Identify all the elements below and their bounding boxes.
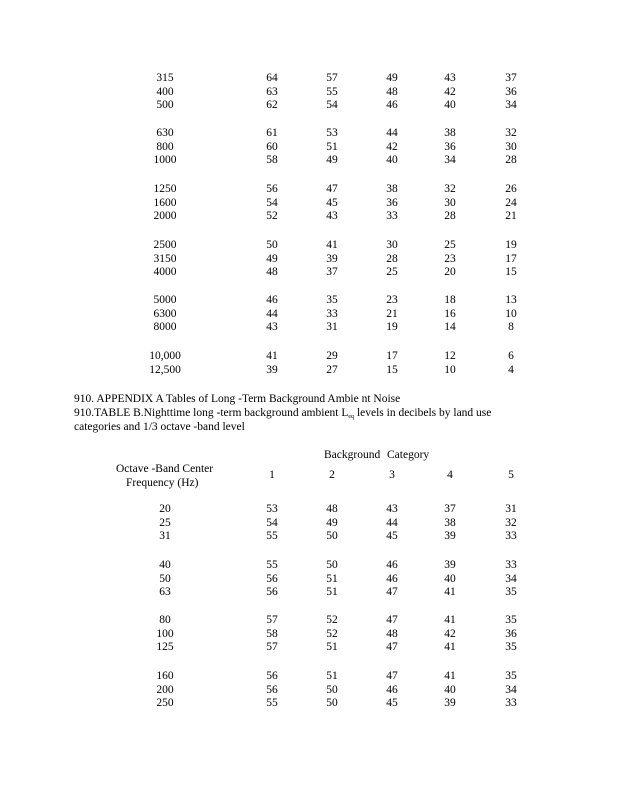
- table-row: [0, 294, 618, 308]
- level-cell: 34: [444, 154, 456, 167]
- level-cell: 10: [444, 363, 456, 376]
- level-cell: 40: [386, 154, 398, 167]
- level-cell: 49: [386, 72, 398, 84]
- table-row: [0, 697, 618, 711]
- leq-subscript: eq: [348, 414, 355, 420]
- level-cell: 54: [266, 196, 278, 209]
- level-cell: 8: [508, 321, 514, 334]
- level-cell: 23: [444, 252, 456, 265]
- level-cell: 57: [266, 641, 278, 654]
- table-row: [0, 127, 618, 141]
- level-cell: 30: [505, 140, 517, 153]
- row-group: [0, 183, 618, 224]
- frequency-cell: 200: [156, 683, 174, 696]
- level-cell: 30: [386, 239, 398, 251]
- level-cell: 50: [326, 683, 338, 696]
- level-cell: 45: [386, 530, 398, 543]
- table-row: [0, 573, 618, 587]
- frequency-cell: 40: [159, 559, 171, 571]
- level-cell: 37: [444, 503, 456, 515]
- level-cell: 34: [505, 572, 517, 585]
- background-header: Background: [324, 449, 381, 461]
- table-row: [0, 321, 618, 335]
- table-row: [0, 183, 618, 197]
- category-col-1: 1: [269, 469, 275, 481]
- level-cell: 25: [444, 239, 456, 251]
- table-row: [0, 530, 618, 544]
- category-col-5: 5: [508, 469, 514, 481]
- level-cell: 50: [326, 530, 338, 543]
- frequency-cell: 800: [156, 140, 174, 153]
- frequency-cell: 2500: [153, 239, 177, 251]
- table-row: [0, 308, 618, 322]
- level-cell: 57: [266, 614, 278, 626]
- level-cell: 16: [444, 307, 456, 320]
- level-cell: 56: [266, 572, 278, 585]
- level-cell: 36: [505, 85, 517, 98]
- level-cell: 55: [326, 85, 338, 98]
- frequency-cell: 4000: [153, 266, 177, 279]
- level-cell: 52: [326, 627, 338, 640]
- level-cell: 32: [505, 516, 517, 529]
- level-cell: 35: [326, 294, 338, 306]
- level-cell: 10: [505, 307, 517, 320]
- level-cell: 57: [326, 72, 338, 84]
- level-cell: 31: [505, 503, 517, 515]
- table-row: [0, 86, 618, 100]
- table-row: [0, 197, 618, 211]
- level-cell: 34: [505, 683, 517, 696]
- table-b-title-part1: 910.TABLE B.Nighttime long -term background ambient L: [74, 407, 349, 419]
- level-cell: 23: [386, 294, 398, 306]
- level-cell: 35: [505, 670, 517, 682]
- level-cell: 48: [326, 503, 338, 515]
- level-cell: 13: [505, 294, 517, 306]
- level-cell: 46: [386, 572, 398, 585]
- level-cell: 45: [326, 196, 338, 209]
- level-cell: 44: [386, 516, 398, 529]
- level-cell: 44: [266, 307, 278, 320]
- row-group: [0, 614, 618, 655]
- level-cell: 18: [444, 294, 456, 306]
- table-b-subtitle: categories and 1/3 octave -band level: [74, 421, 245, 433]
- level-cell: 15: [505, 266, 517, 279]
- level-cell: 48: [386, 85, 398, 98]
- table-row: [0, 517, 618, 531]
- level-cell: 43: [266, 321, 278, 334]
- level-cell: 33: [505, 559, 517, 571]
- frequency-cell: 10,000: [149, 350, 181, 362]
- level-cell: 42: [444, 85, 456, 98]
- level-cell: 48: [266, 266, 278, 279]
- level-cell: 56: [266, 586, 278, 599]
- level-cell: 45: [386, 697, 398, 710]
- level-cell: 43: [386, 503, 398, 515]
- level-cell: 12: [444, 350, 456, 362]
- level-cell: 47: [386, 586, 398, 599]
- frequency-cell: 31: [159, 530, 171, 543]
- level-cell: 60: [266, 140, 278, 153]
- level-cell: 47: [326, 183, 338, 195]
- level-cell: 55: [266, 559, 278, 571]
- level-cell: 47: [386, 670, 398, 682]
- level-cell: 41: [326, 239, 338, 251]
- table-row: [0, 641, 618, 655]
- row-group: [0, 294, 618, 335]
- level-cell: 36: [444, 140, 456, 153]
- level-cell: 21: [505, 210, 517, 223]
- level-cell: 39: [326, 252, 338, 265]
- level-cell: 32: [505, 127, 517, 139]
- frequency-cell: 25: [159, 516, 171, 529]
- level-cell: 61: [266, 127, 278, 139]
- row-group: [0, 127, 618, 168]
- level-cell: 29: [326, 350, 338, 362]
- level-cell: 46: [386, 559, 398, 571]
- level-cell: 43: [444, 72, 456, 84]
- table-row: [0, 154, 618, 168]
- level-cell: 53: [266, 503, 278, 515]
- level-cell: 35: [505, 614, 517, 626]
- row-group: [0, 239, 618, 280]
- level-cell: 27: [326, 363, 338, 376]
- level-cell: 56: [266, 183, 278, 195]
- level-cell: 41: [444, 670, 456, 682]
- level-cell: 41: [444, 614, 456, 626]
- category-header: Category: [387, 449, 430, 461]
- level-cell: 33: [505, 530, 517, 543]
- level-cell: 35: [505, 586, 517, 599]
- level-cell: 44: [386, 127, 398, 139]
- level-cell: 58: [266, 627, 278, 640]
- level-cell: 62: [266, 99, 278, 112]
- level-cell: 17: [505, 252, 517, 265]
- level-cell: 56: [266, 683, 278, 696]
- level-cell: 47: [386, 614, 398, 626]
- level-cell: 39: [444, 559, 456, 571]
- level-cell: 51: [326, 140, 338, 153]
- frequency-cell: 125: [156, 641, 174, 654]
- table-row: [0, 559, 618, 573]
- level-cell: 40: [444, 99, 456, 112]
- category-number-row: [0, 469, 618, 483]
- table-row: [0, 586, 618, 600]
- level-cell: 43: [326, 210, 338, 223]
- level-cell: 46: [266, 294, 278, 306]
- level-cell: 33: [386, 210, 398, 223]
- frequency-cell: 63: [159, 586, 171, 599]
- level-cell: 20: [444, 266, 456, 279]
- row-group: [0, 350, 618, 377]
- level-cell: 48: [386, 627, 398, 640]
- table-row: [0, 266, 618, 280]
- row-group: [0, 559, 618, 600]
- frequency-cell: 1250: [153, 183, 177, 195]
- level-cell: 55: [266, 697, 278, 710]
- frequency-cell: 250: [156, 697, 174, 710]
- table-row: [0, 99, 618, 113]
- level-cell: 39: [444, 530, 456, 543]
- level-cell: 51: [326, 641, 338, 654]
- level-cell: 47: [386, 641, 398, 654]
- frequency-cell: 400: [156, 85, 174, 98]
- level-cell: 53: [326, 127, 338, 139]
- level-cell: 54: [326, 99, 338, 112]
- level-cell: 39: [266, 363, 278, 376]
- level-cell: 37: [505, 72, 517, 84]
- level-cell: 52: [266, 210, 278, 223]
- level-cell: 41: [266, 350, 278, 362]
- level-cell: 42: [386, 140, 398, 153]
- level-cell: 38: [386, 183, 398, 195]
- octave-header-line2: Frequency (Hz): [126, 477, 199, 489]
- level-cell: 36: [386, 196, 398, 209]
- frequency-cell: 6300: [153, 307, 177, 320]
- frequency-cell: 2000: [153, 210, 177, 223]
- level-cell: 63: [266, 85, 278, 98]
- table-row: [0, 684, 618, 698]
- frequency-cell: 80: [159, 614, 171, 626]
- appendix-title: 910. APPENDIX A Tables of Long -Term Background Ambie nt Noise: [74, 393, 401, 405]
- level-cell: 26: [505, 183, 517, 195]
- level-cell: 17: [386, 350, 398, 362]
- frequency-cell: 50: [159, 572, 171, 585]
- category-col-4: 4: [447, 469, 453, 481]
- table-row: [0, 614, 618, 628]
- level-cell: 14: [444, 321, 456, 334]
- level-cell: 25: [386, 266, 398, 279]
- level-cell: 33: [326, 307, 338, 320]
- row-group: [0, 72, 618, 113]
- table-row: [0, 253, 618, 267]
- frequency-cell: 5000: [153, 294, 177, 306]
- frequency-cell: 1600: [153, 196, 177, 209]
- level-cell: 52: [326, 614, 338, 626]
- level-cell: 51: [326, 586, 338, 599]
- level-cell: 50: [326, 697, 338, 710]
- frequency-cell: 100: [156, 627, 174, 640]
- level-cell: 32: [444, 183, 456, 195]
- level-cell: 4: [508, 363, 514, 376]
- level-cell: 37: [326, 266, 338, 279]
- table-row: [0, 141, 618, 155]
- level-cell: 34: [505, 99, 517, 112]
- level-cell: 19: [386, 321, 398, 334]
- level-cell: 56: [266, 670, 278, 682]
- level-cell: 33: [505, 697, 517, 710]
- frequency-cell: 12,500: [149, 363, 181, 376]
- level-cell: 41: [444, 641, 456, 654]
- level-cell: 28: [444, 210, 456, 223]
- table-row: [0, 670, 618, 684]
- level-cell: 49: [326, 154, 338, 167]
- table-row: [0, 210, 618, 224]
- level-cell: 28: [505, 154, 517, 167]
- level-cell: 55: [266, 530, 278, 543]
- level-cell: 51: [326, 670, 338, 682]
- level-cell: 64: [266, 72, 278, 84]
- level-cell: 46: [386, 683, 398, 696]
- level-cell: 35: [505, 641, 517, 654]
- level-cell: 6: [508, 350, 514, 362]
- frequency-cell: 500: [156, 99, 174, 112]
- table-row: [0, 364, 618, 378]
- level-cell: 41: [444, 586, 456, 599]
- level-cell: 58: [266, 154, 278, 167]
- level-cell: 15: [386, 363, 398, 376]
- row-group: [0, 670, 618, 711]
- level-cell: 50: [326, 559, 338, 571]
- octave-header-line1: Octave -Band Center: [116, 463, 214, 475]
- category-col-3: 3: [389, 469, 395, 481]
- level-cell: 42: [444, 627, 456, 640]
- category-col-2: 2: [329, 469, 335, 481]
- frequency-cell: 315: [156, 72, 174, 84]
- table-row: [0, 503, 618, 517]
- table-row: [0, 350, 618, 364]
- frequency-cell: 20: [159, 503, 171, 515]
- level-cell: 19: [505, 239, 517, 251]
- table-row: [0, 628, 618, 642]
- level-cell: 40: [444, 683, 456, 696]
- level-cell: 39: [444, 697, 456, 710]
- row-group: [0, 503, 618, 544]
- level-cell: 46: [386, 99, 398, 112]
- table-b-title-part2: levels in decibels by land use: [354, 407, 492, 419]
- level-cell: 30: [444, 196, 456, 209]
- frequency-cell: 3150: [153, 252, 177, 265]
- frequency-cell: 8000: [153, 321, 177, 334]
- level-cell: 24: [505, 196, 517, 209]
- level-cell: 40: [444, 572, 456, 585]
- level-cell: 49: [326, 516, 338, 529]
- level-cell: 49: [266, 252, 278, 265]
- level-cell: 38: [444, 516, 456, 529]
- level-cell: 36: [505, 627, 517, 640]
- frequency-cell: 1000: [153, 154, 177, 167]
- frequency-cell: 630: [156, 127, 174, 139]
- level-cell: 51: [326, 572, 338, 585]
- level-cell: 31: [326, 321, 338, 334]
- table-row: [0, 72, 618, 86]
- level-cell: 28: [386, 252, 398, 265]
- level-cell: 21: [386, 307, 398, 320]
- level-cell: 50: [266, 239, 278, 251]
- level-cell: 38: [444, 127, 456, 139]
- frequency-cell: 160: [156, 670, 174, 682]
- table-row: [0, 239, 618, 253]
- level-cell: 54: [266, 516, 278, 529]
